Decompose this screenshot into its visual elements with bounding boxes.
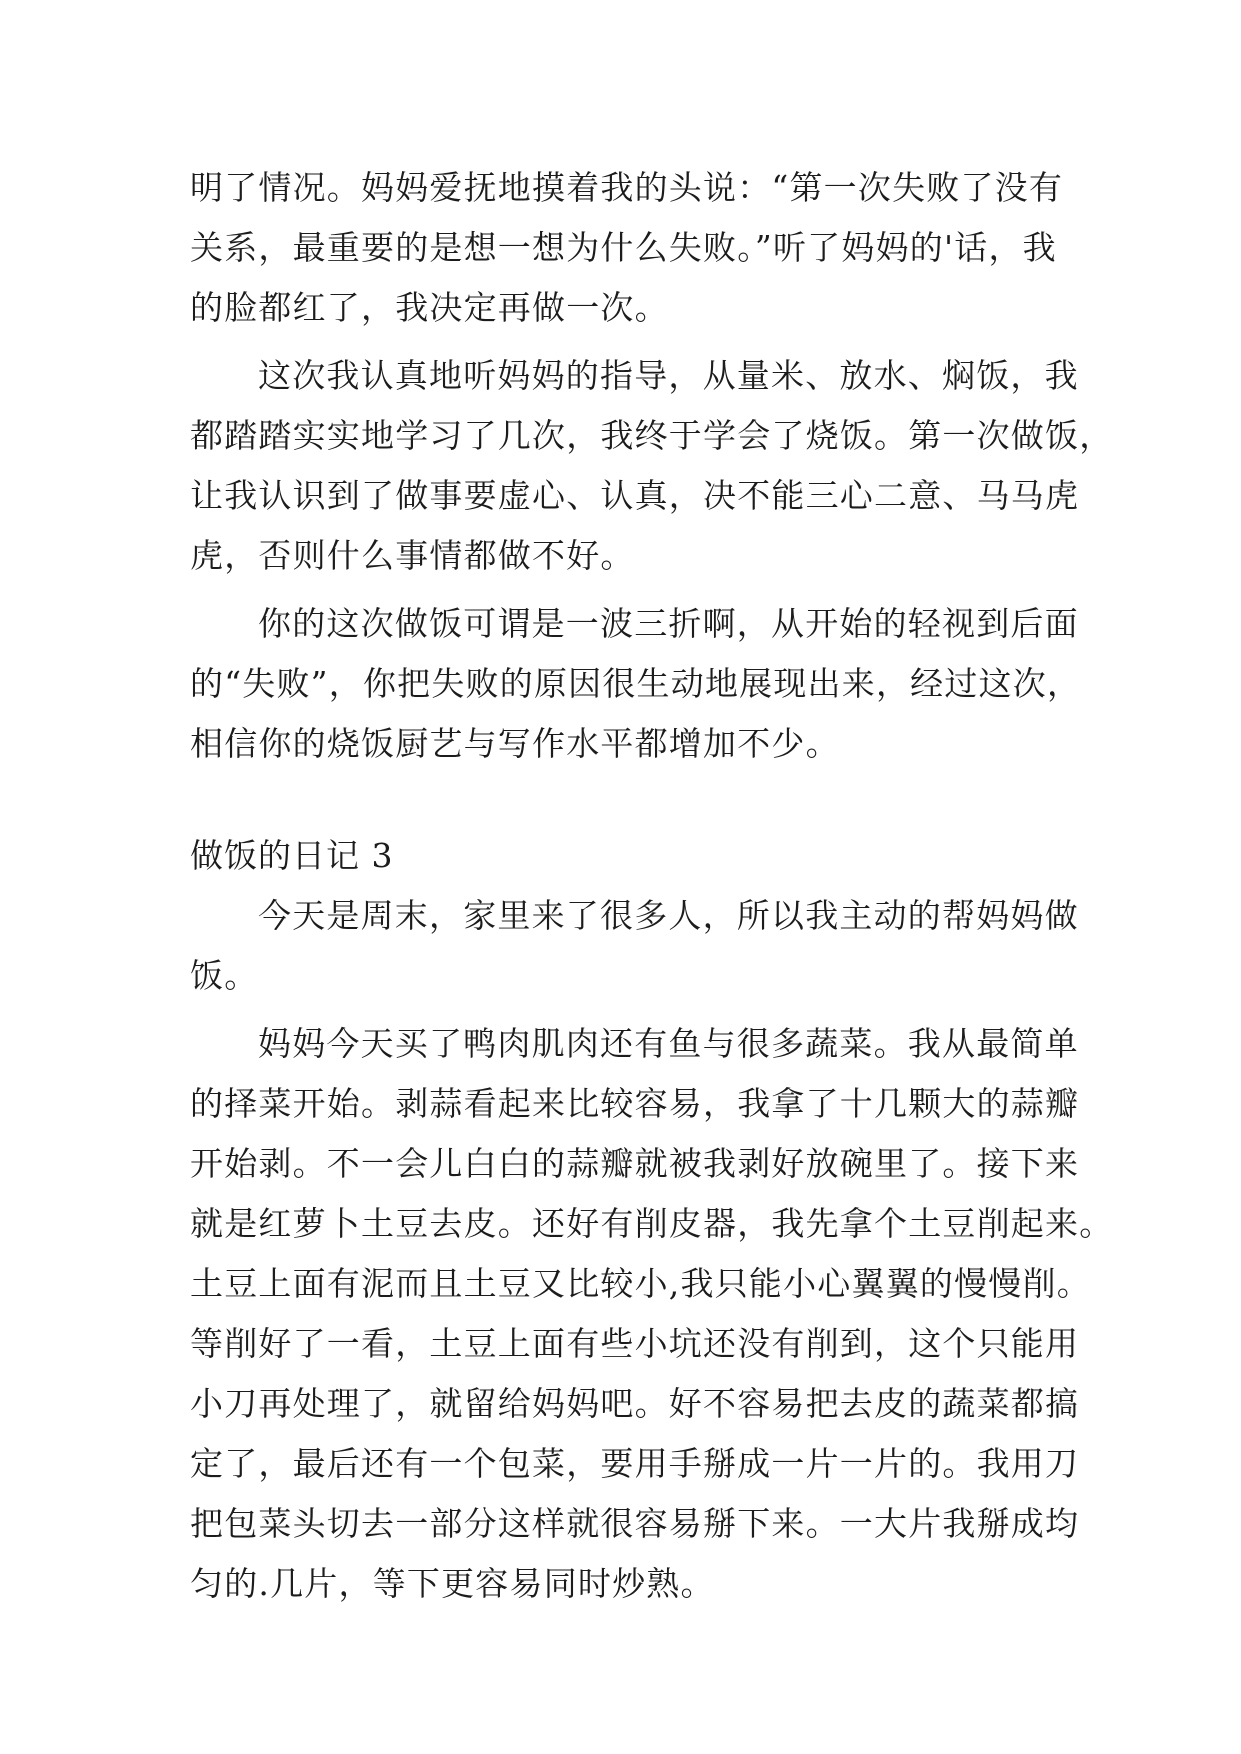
text-line: 都踏踏实实地学习了几次，我终于学会了烧饭。第一次做饭， bbox=[190, 416, 1114, 455]
text-line: 开始剥。不一会儿白白的蒜瓣就被我剥好放碗里了。接下来 bbox=[190, 1144, 1080, 1183]
text-line: 匀的.几片，等下更容易同时炒熟。 bbox=[190, 1564, 715, 1603]
text-line: 小刀再处理了，就留给妈妈吧。好不容易把去皮的蔬菜都搞 bbox=[190, 1384, 1080, 1423]
text-line: 把包菜头切去一部分这样就很容易掰下来。一大片我掰成均 bbox=[190, 1504, 1080, 1543]
text-line: 明了情况。妈妈爱抚地摸着我的头说：“第一次失败了没有 bbox=[190, 168, 1064, 207]
text-line: 土豆上面有泥而且土豆又比较小,我只能小心翼翼的慢慢削。 bbox=[190, 1264, 1091, 1303]
paragraph-5 bbox=[190, 1014, 1114, 1614]
paragraph-4 bbox=[190, 886, 1079, 1006]
text-line: 关系，最重要的是想一想为什么失败。”听了妈妈的'话，我 bbox=[190, 228, 1057, 267]
text-line: 虎，否则什么事情都做不好。 bbox=[190, 536, 635, 575]
text-line: 定了，最后还有一个包菜，要用手掰成一片一片的。我用刀 bbox=[190, 1444, 1080, 1483]
text-line: 就是红萝卜土豆去皮。还好有削皮器，我先拿个土豆削起来。 bbox=[190, 1204, 1114, 1243]
text-line: 的脸都红了，我决定再做一次。 bbox=[190, 288, 669, 327]
text-line: 妈妈今天买了鸭肉肌肉还有鱼与很多蔬菜。我从最简单 bbox=[258, 1024, 1079, 1063]
text-line: 的“失败”，你把失败的原因很生动地展现出来，经过这次， bbox=[190, 664, 1082, 703]
text-line: 今天是周末，家里来了很多人，所以我主动的帮妈妈做 bbox=[258, 896, 1079, 935]
text-line: 的择菜开始。剥蒜看起来比较容易，我拿了十几颗大的蒜瓣 bbox=[190, 1084, 1080, 1123]
text-line: 你的这次做饭可谓是一波三折啊，从开始的轻视到后面 bbox=[258, 604, 1079, 643]
paragraph-2 bbox=[190, 346, 1114, 586]
text-line: 让我认识到了做事要虚心、认真，决不能三心二意、马马虎 bbox=[190, 476, 1080, 515]
paragraph-1 bbox=[190, 158, 1070, 338]
text-line: 饭。 bbox=[190, 956, 259, 995]
text-line: 等削好了一看，土豆上面有些小坑还没有削到，这个只能用 bbox=[190, 1324, 1080, 1363]
section-heading: 做饭的日记 3 bbox=[190, 836, 394, 875]
text-line: 这次我认真地听妈妈的指导，从量米、放水、焖饭，我 bbox=[258, 356, 1079, 395]
document-page bbox=[190, 158, 1114, 1614]
paragraph-3 bbox=[190, 594, 1082, 774]
text-line: 相信你的烧饭厨艺与写作水平都增加不少。 bbox=[190, 724, 840, 763]
